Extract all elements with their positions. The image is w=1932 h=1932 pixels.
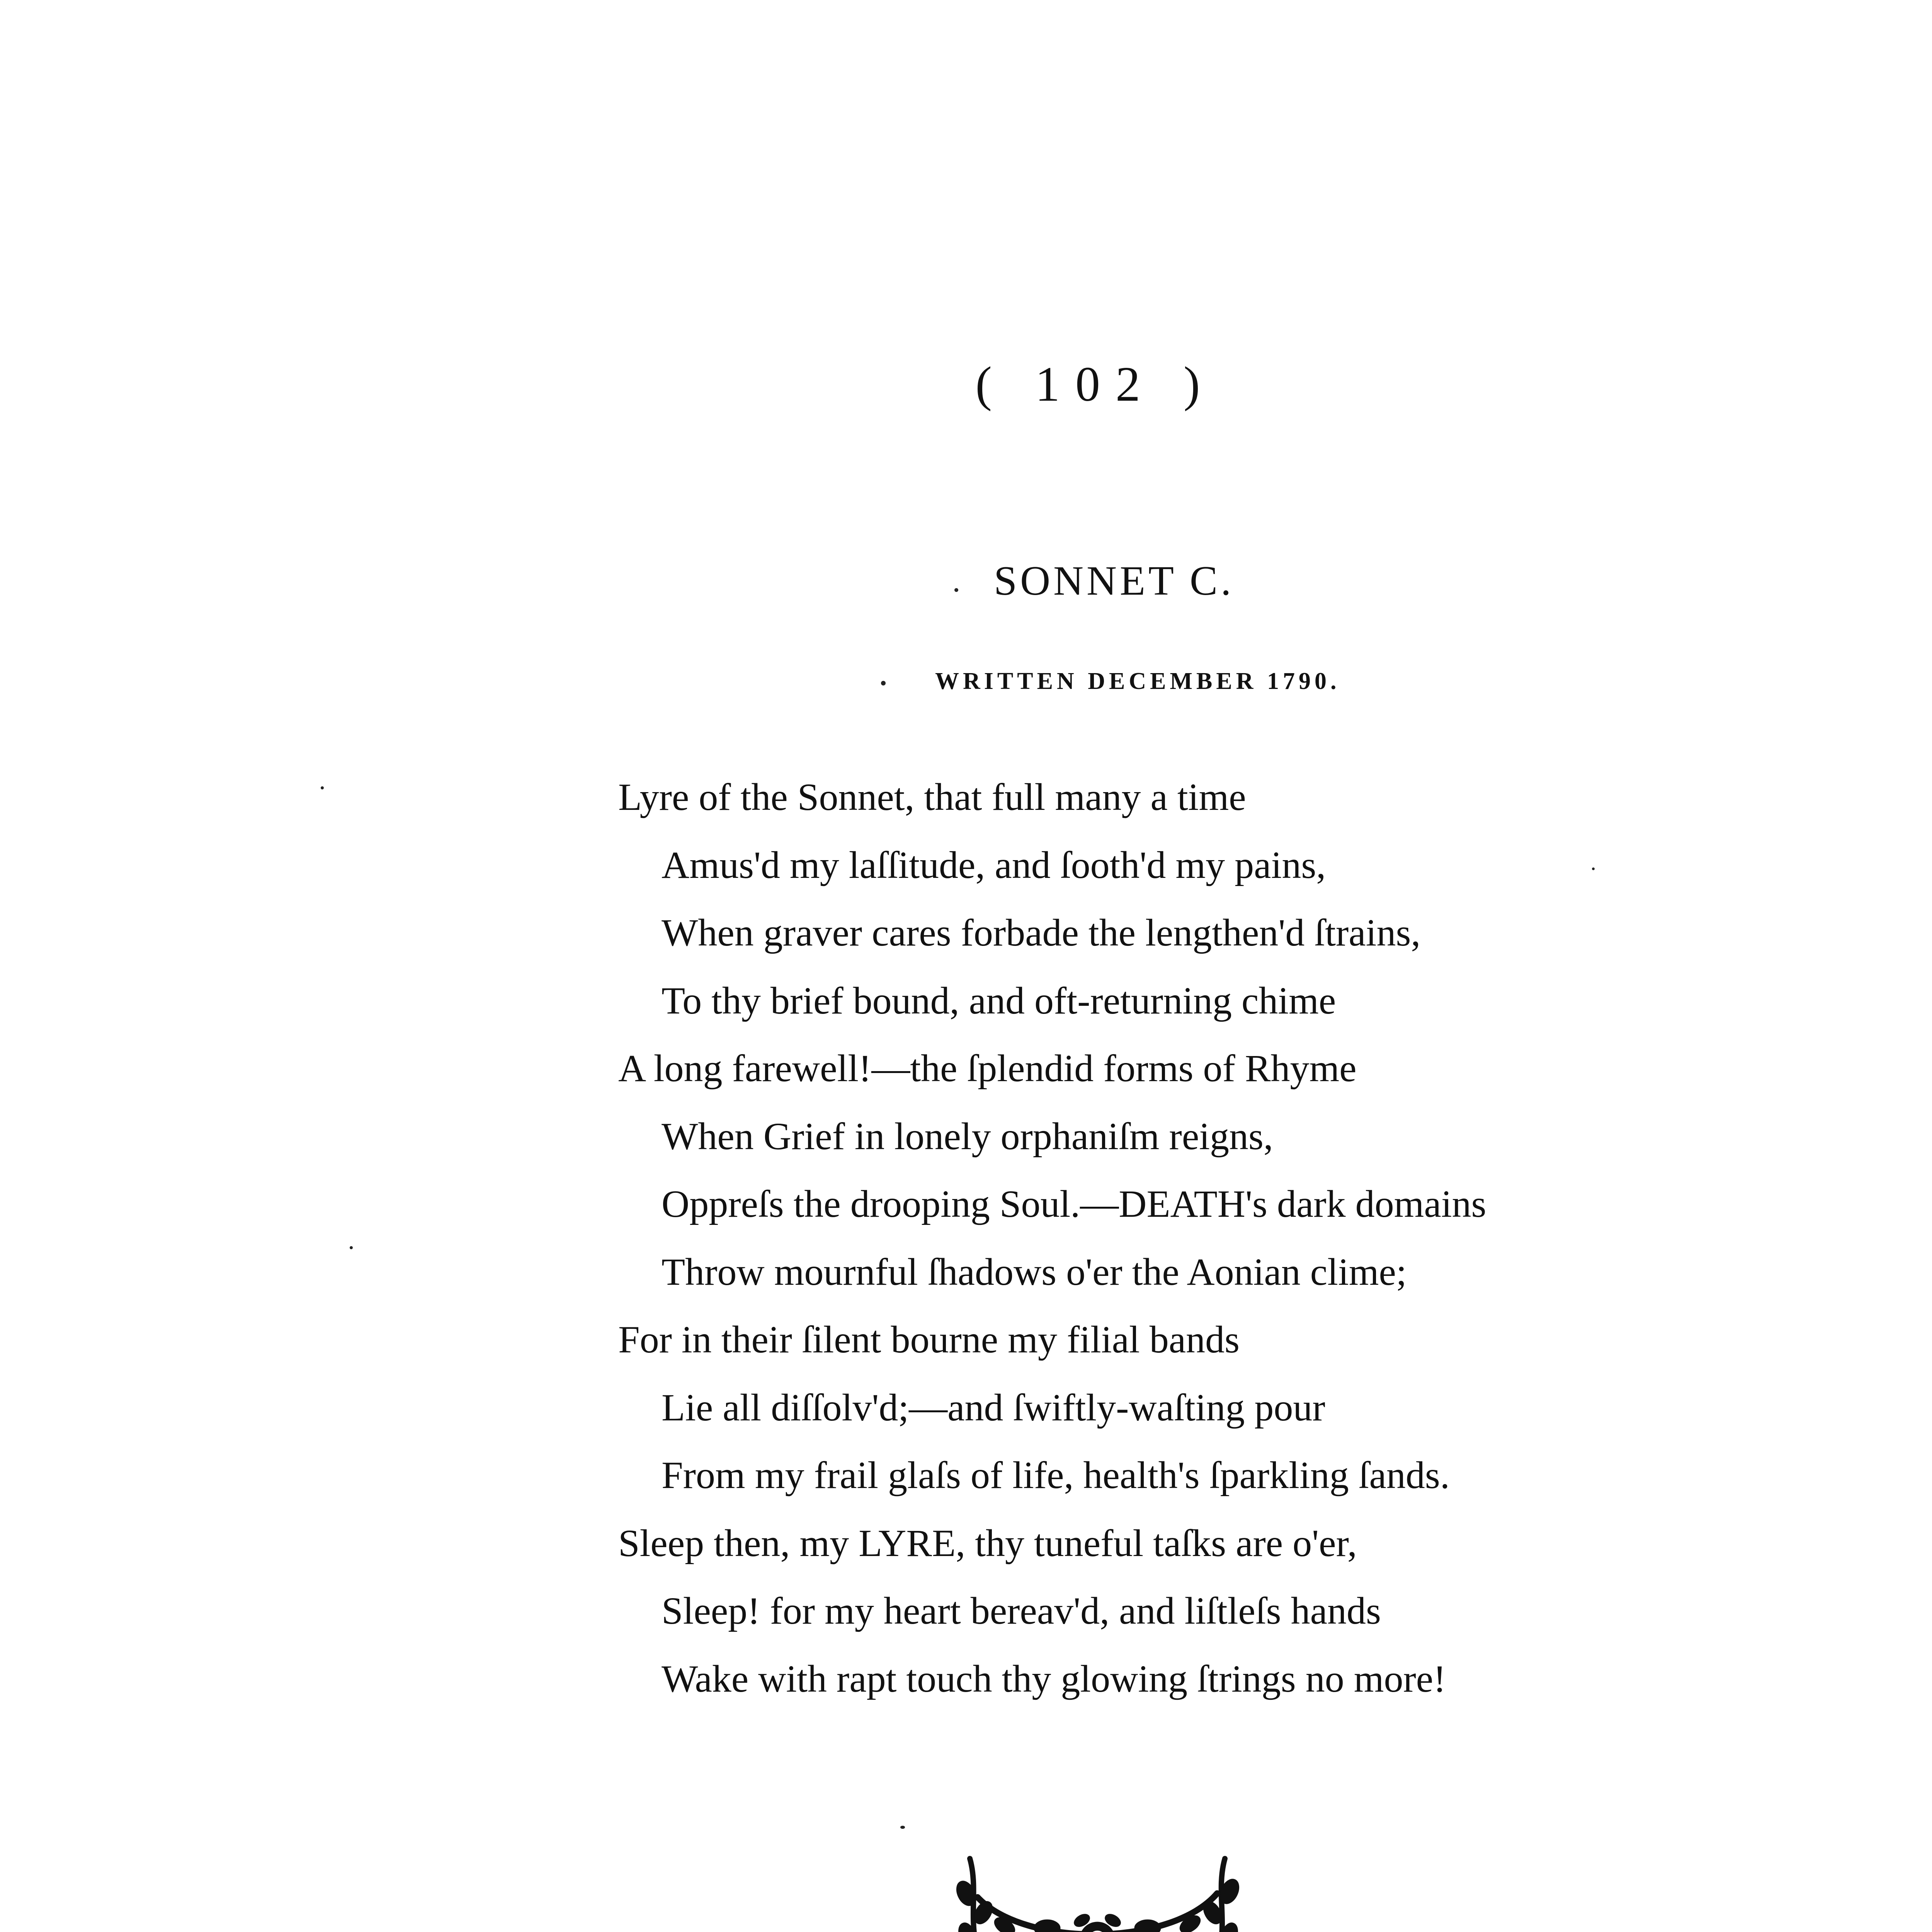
- poem-line: From my frail glaſs of life, health's ſparkling ſands.: [662, 1454, 1450, 1497]
- page-number: ( 102 ): [975, 357, 1216, 412]
- poem-line: For in their ſilent bourne my filial bands: [618, 1318, 1240, 1361]
- poem-line: When Grief in lonely orphaniſm reigns,: [662, 1114, 1273, 1158]
- poem-line: Wake with rapt touch thy glowing ſtrings no more!: [662, 1657, 1446, 1700]
- poem-line: Sleep! for my heart bereav'd, and liſtleſs hands: [662, 1589, 1381, 1632]
- poem-line: A long farewell!—the ſplendid forms of Rhyme: [618, 1047, 1357, 1090]
- poem-line: Amus'd my laſſitude, and ſooth'd my pains,: [662, 843, 1326, 886]
- sonnet-title: SONNET C.: [994, 558, 1235, 604]
- print-speck: [1592, 867, 1595, 870]
- poem-line: Oppreſs the drooping Soul.—DEATH's dark domains: [662, 1182, 1486, 1225]
- print-speck: [900, 1826, 905, 1829]
- poem-line: To thy brief bound, and oft-returning chime: [662, 979, 1336, 1022]
- poem-line: Lie all diſſolv'd;—and ſwiftly-waſting pour: [662, 1386, 1325, 1429]
- poem-line: When graver cares forbade the lengthen'd ſtrains,: [662, 911, 1421, 954]
- print-speck: [881, 681, 886, 685]
- print-speck: [954, 588, 958, 592]
- sonnet-subtitle: WRITTEN DECEMBER 1790.: [935, 668, 1340, 694]
- poem-line: Sleep then, my LYRE, thy tuneful taſks are o'er,: [618, 1521, 1357, 1565]
- print-speck: [350, 1246, 353, 1249]
- sonnet-body: [618, 763, 1623, 1713]
- poem-line: Throw mournful ſhadows o'er the Aonian clime;: [662, 1250, 1407, 1293]
- print-speck: [321, 786, 324, 789]
- floral-garland-icon: [954, 1851, 1240, 1932]
- poem-line: Lyre of the Sonnet, that full many a time: [618, 776, 1246, 818]
